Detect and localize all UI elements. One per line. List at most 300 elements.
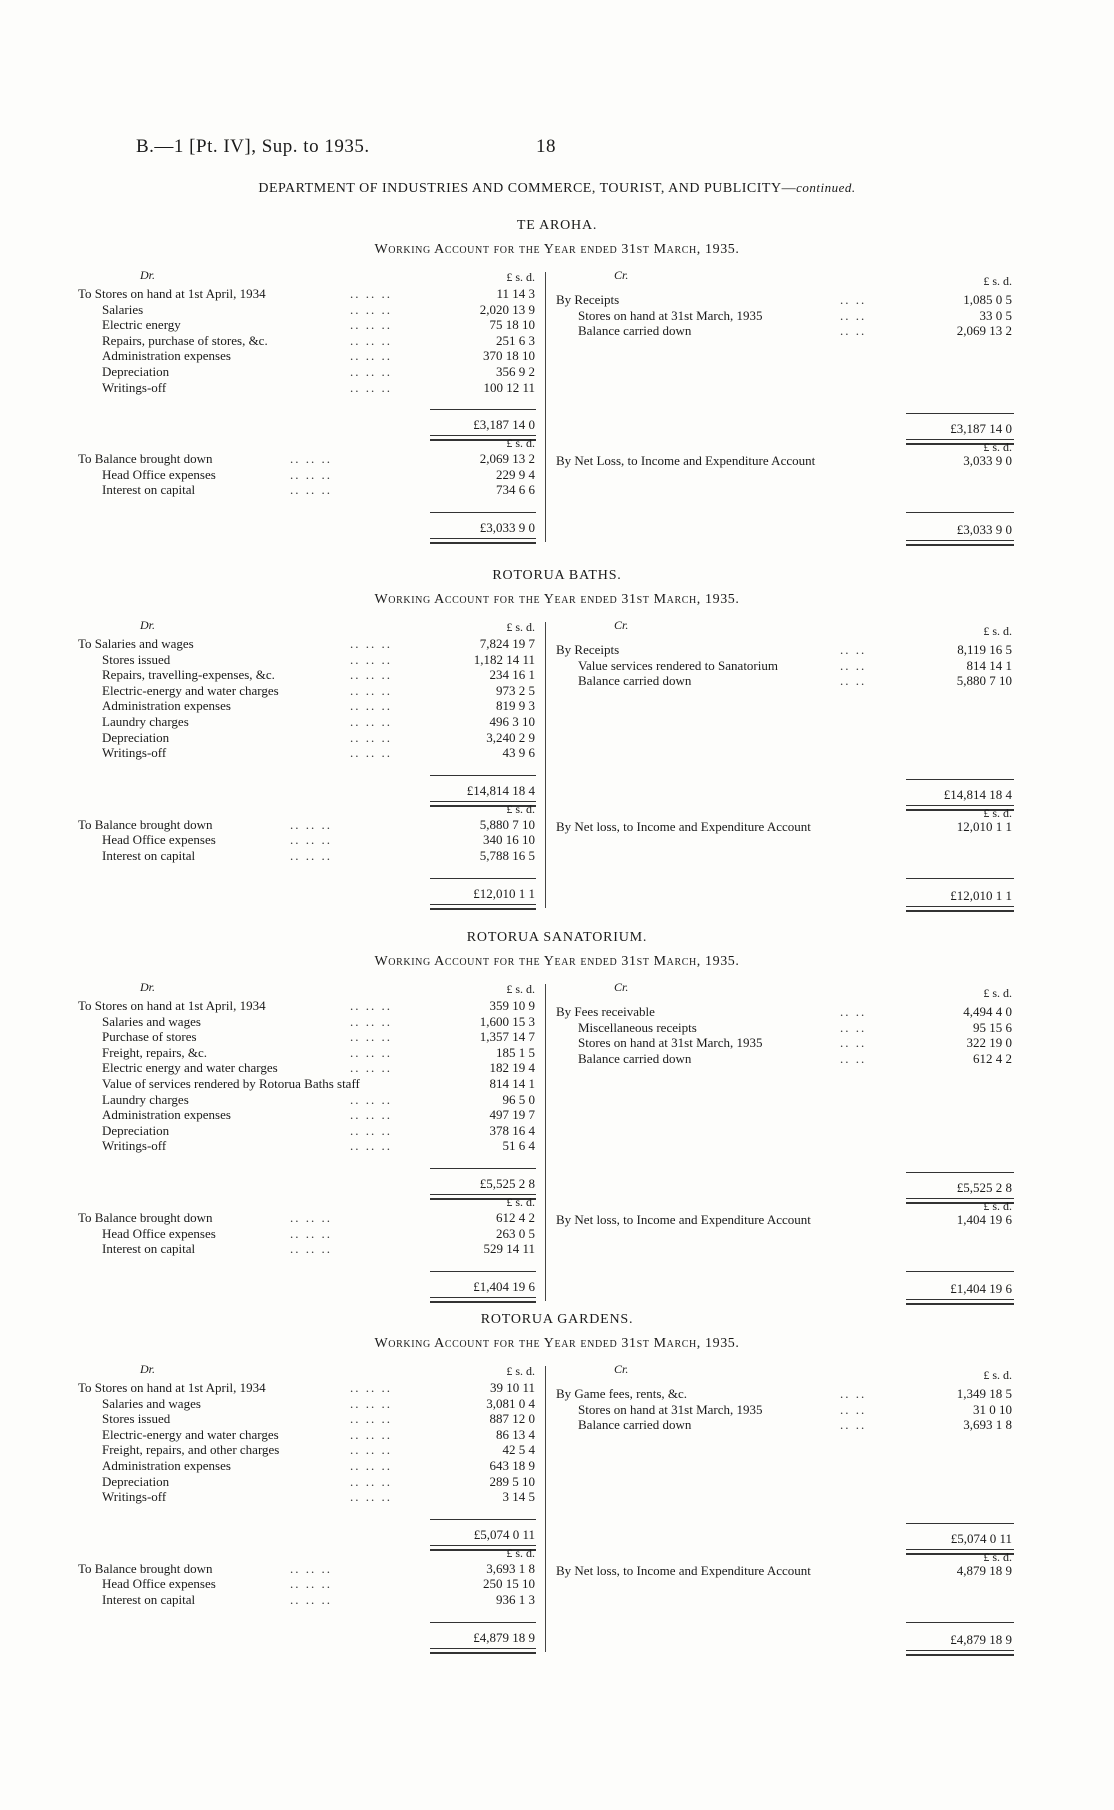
leader-dots: .. .. ..	[350, 1380, 392, 1395]
dr-item-amount: 643 18 9	[489, 1458, 535, 1473]
leader-dots: .. .. ..	[350, 651, 392, 667]
cr-line-item	[0, 673, 1114, 689]
cr-line-item	[0, 1402, 1114, 1418]
leader-dots: .. .. ..	[350, 1473, 392, 1489]
dr-currency-header: £ s. d.	[506, 982, 535, 996]
cr-item-amount: 322 19 0	[966, 1035, 1012, 1051]
cr-currency-header: £ s. d.	[983, 1549, 1012, 1564]
dr-item-label: Freight, repairs, and other charges	[102, 1442, 280, 1458]
working-account	[0, 1362, 1114, 1656]
dr-total: £3,187 14 0	[473, 417, 535, 433]
leader-dots: .. .. ..	[290, 1210, 332, 1225]
cr-total: £3,187 14 0	[950, 421, 1012, 437]
dr-subtotal-rule	[430, 775, 536, 776]
dr-item-amount: 496 3 10	[489, 714, 535, 729]
page-number: 18	[536, 136, 556, 157]
dr2-item-amount: 612 4 2	[496, 1210, 535, 1225]
leader-dots: .. .. ..	[350, 1107, 392, 1123]
cr2-subtotal-rule	[906, 1622, 1014, 1623]
dr-item-amount: 2,020 13 9	[479, 301, 535, 317]
dr-item-label: Depreciation	[102, 1122, 170, 1138]
cr-currency-header: £ s. d.	[983, 1199, 1012, 1213]
leader-dots: .. .. ..	[290, 1576, 332, 1592]
leader-dots: .. ..	[840, 1417, 867, 1433]
dr2-item-amount: 5,788 16 5	[479, 848, 535, 863]
dr2-item-label: Head Office expenses	[102, 466, 216, 482]
dr-item-label: Stores issued	[102, 651, 171, 667]
dr-item-amount: 973 2 5	[496, 682, 535, 698]
dr2-subtotal-rule	[430, 1271, 536, 1272]
leader-dots: .. .. ..	[350, 714, 392, 729]
dr-item-label: Purchase of stores	[102, 1029, 197, 1045]
dr2-item-amount: 2,069 13 2	[479, 451, 535, 467]
dr-item-label: Writings-off	[102, 1489, 167, 1505]
dr-item-label: Administration expenses	[102, 348, 231, 364]
cr-item-label: Stores on hand at 31st March, 1935	[578, 1401, 763, 1417]
net-loss-line	[0, 1212, 1114, 1228]
dr-line-item	[0, 1123, 545, 1139]
cr-item-label: Stores on hand at 31st March, 1935	[578, 1035, 763, 1051]
cr-item-amount: 8,119 16 5	[957, 642, 1012, 657]
leader-dots: .. ..	[840, 1386, 867, 1401]
dr-currency-header: £ s. d.	[506, 270, 535, 284]
dr-item-amount: 3,240 2 9	[486, 729, 535, 745]
dr-item-amount: 39 10 11	[489, 1380, 535, 1395]
leader-dots: .. .. ..	[350, 348, 392, 364]
cr2-total-double-rule	[906, 1650, 1014, 1656]
leader-dots: .. ..	[840, 673, 867, 689]
cr-currency-header: £ s. d.	[983, 986, 1012, 1000]
dr-item-label: Repairs, purchase of stores, &c.	[102, 332, 268, 348]
cr-item-label: Balance carried down	[578, 673, 692, 689]
dr-item-amount: 251 6 3	[496, 332, 535, 348]
dr-item-amount: 3 14 5	[502, 1489, 535, 1505]
dr2-total-double-rule	[430, 1297, 536, 1303]
dr2-item-label: Head Office expenses	[102, 1576, 216, 1592]
leader-dots: .. .. ..	[350, 729, 392, 745]
working-account	[0, 980, 1114, 1305]
cr-item-label: Balance carried down	[578, 1050, 692, 1066]
dr2-line-item	[0, 482, 545, 498]
dr-item-amount: 1,357 14 7	[479, 1029, 535, 1045]
leader-dots: .. .. ..	[290, 466, 332, 482]
dr-item-label: Freight, repairs, &c.	[102, 1044, 208, 1060]
dr2-line-item	[0, 848, 545, 864]
dr2-total: £12,010 1 1	[473, 885, 535, 901]
cr-item-amount: 4,494 4 0	[963, 1004, 1012, 1019]
cr-currency-header: £ s. d.	[983, 1368, 1012, 1382]
dr-line-item	[0, 698, 545, 714]
dr-item-amount: 7,824 19 7	[479, 636, 535, 651]
leader-dots: .. ..	[840, 1004, 867, 1019]
dr2-item-amount: 263 0 5	[496, 1225, 535, 1241]
dr2-item-label: To Balance brought down	[78, 816, 213, 832]
parliamentary-reference: B.—1 [Pt. IV], Sup. to 1935.	[136, 136, 370, 157]
cr2-subtotal-rule	[906, 878, 1014, 879]
dr-line-item	[0, 380, 545, 396]
leader-dots: .. .. ..	[290, 832, 332, 848]
dr-item-label: Repairs, travelling-expenses, &c.	[102, 667, 275, 683]
dr-item-label: Writings-off	[102, 379, 167, 395]
cr2-total-double-rule	[906, 906, 1014, 912]
dr2-total: £3,033 9 0	[479, 520, 535, 535]
leader-dots: .. .. ..	[350, 332, 392, 348]
section-title: TE AROHA.	[516, 218, 598, 233]
dr2-total-double-rule	[430, 904, 536, 910]
net-loss-label: By Net loss, to Income and Expenditure Account	[556, 818, 811, 834]
dr-item-label: Administration expenses	[102, 698, 231, 714]
dr-item-amount: 356 9 2	[496, 364, 535, 379]
dr-item-amount: 75 18 10	[489, 317, 535, 333]
dr2-item-label: Interest on capital	[102, 482, 196, 498]
dr2-item-label: Head Office expenses	[102, 1225, 216, 1241]
cr-item-amount: 612 4 2	[973, 1050, 1012, 1066]
net-loss-amount: 12,010 1 1	[956, 818, 1012, 834]
cr-line-item	[0, 292, 1114, 308]
section-subtitle: Working Account for the Year ended 31st March, 1935.	[374, 1336, 740, 1351]
leader-dots: .. .. ..	[350, 317, 392, 333]
dr-item-label: Salaries and wages	[102, 1013, 201, 1029]
cr2-subtotal-rule	[906, 1271, 1014, 1272]
cr-item-amount: 5,880 7 10	[956, 673, 1012, 689]
dr-item-label: Salaries and wages	[102, 1395, 201, 1411]
net-loss-amount: 4,879 18 9	[956, 1562, 1012, 1578]
section-title: ROTORUA GARDENS.	[480, 1312, 634, 1327]
dr2-item-amount: 229 9 4	[496, 466, 535, 482]
section-title: ROTORUA SANATORIUM.	[466, 930, 648, 945]
cr-line-item	[0, 1417, 1114, 1433]
leader-dots: .. ..	[840, 1019, 867, 1035]
cr-item-label: By Fees receivable	[556, 1004, 655, 1019]
dr-item-amount: 814 14 1	[489, 1076, 535, 1091]
dr-item-amount: 497 19 7	[489, 1107, 535, 1123]
cr-heading: Cr.	[614, 980, 629, 994]
cr2-total: £4,879 18 9	[950, 1631, 1012, 1647]
leader-dots: .. .. ..	[290, 482, 332, 498]
dr-line-item	[0, 714, 545, 730]
dr-line-item	[0, 730, 545, 746]
dr-item-label: Laundry charges	[102, 714, 189, 729]
dr-item-amount: 96 5 0	[502, 1091, 535, 1107]
dr-item-label: Writings-off	[102, 745, 167, 761]
net-loss-label: By Net loss, to Income and Expenditure Account	[556, 1212, 811, 1227]
leader-dots: .. .. ..	[350, 636, 392, 651]
dr2-total: £1,404 19 6	[473, 1278, 535, 1294]
dr-item-amount: 51 6 4	[502, 1138, 535, 1154]
cr-subtotal-rule	[906, 1172, 1014, 1173]
dr-item-label: To Stores on hand at 1st April, 1934	[78, 1380, 266, 1395]
leader-dots: .. .. ..	[350, 1044, 392, 1060]
cr-item-label: Value services rendered to Sanatorium	[578, 657, 778, 673]
dr-item-label: Salaries	[102, 301, 144, 317]
dr-item-label: Electric-energy and water charges	[102, 682, 279, 698]
dr-line-item	[0, 1076, 545, 1092]
cr-item-label: Stores on hand at 31st March, 1935	[578, 307, 763, 323]
leader-dots: .. .. ..	[350, 682, 392, 698]
dr2-item-label: To Balance brought down	[78, 1210, 213, 1225]
dr-item-label: To Salaries and wages	[78, 636, 194, 651]
dr2-item-amount: 936 1 3	[496, 1592, 535, 1607]
dr-line-item	[0, 1474, 545, 1490]
leader-dots: .. .. ..	[290, 816, 332, 832]
cr-line-item	[0, 1020, 1114, 1036]
leader-dots: .. .. ..	[290, 1225, 332, 1241]
dr2-item-label: Interest on capital	[102, 848, 196, 863]
cr2-subtotal-rule	[906, 512, 1014, 513]
cr-item-amount: 95 15 6	[973, 1019, 1012, 1035]
dr-item-label: Electric energy and water charges	[102, 1060, 278, 1076]
leader-dots: .. .. ..	[350, 1395, 392, 1411]
dr-item-label: Writings-off	[102, 1138, 167, 1154]
dr2-item-label: To Balance brought down	[78, 451, 213, 467]
cr-currency-header: £ s. d.	[983, 440, 1012, 455]
dr-item-amount: 819 9 3	[496, 698, 535, 714]
dr-item-amount: 182 19 4	[489, 1060, 535, 1076]
dr-item-amount: 1,600 15 3	[479, 1013, 535, 1029]
section-title: ROTORUA BATHS.	[492, 568, 622, 583]
leader-dots: .. .. ..	[350, 379, 392, 395]
dr-item-label: Value of services rendered by Rotorua Baths staff	[102, 1076, 360, 1091]
leader-dots: .. .. ..	[350, 364, 392, 379]
dr2-item-amount: 529 14 11	[483, 1241, 535, 1257]
leader-dots: .. .. ..	[350, 1426, 392, 1442]
cr-line-item	[0, 658, 1114, 674]
account-section	[0, 568, 1114, 906]
cr-heading: Cr.	[614, 268, 629, 282]
cr-currency-header: £ s. d.	[983, 805, 1012, 820]
dr-currency-header: £ s. d.	[506, 1545, 535, 1560]
cr-total: £5,525 2 8	[956, 1180, 1012, 1195]
cr-line-item	[0, 642, 1114, 658]
dr-item-label: Electric-energy and water charges	[102, 1426, 279, 1442]
dr-line-item	[0, 1107, 545, 1123]
cr-item-label: Balance carried down	[578, 1417, 692, 1433]
cr-currency-header: £ s. d.	[983, 624, 1012, 638]
dr-item-amount: 43 9 6	[502, 745, 535, 761]
leader-dots: .. .. ..	[350, 998, 392, 1013]
net-loss-line	[0, 1560, 1114, 1579]
leader-dots: .. .. ..	[350, 745, 392, 761]
leader-dots: .. .. ..	[350, 698, 392, 714]
cr-line-item	[0, 323, 1114, 339]
cr-item-label: By Receipts	[556, 292, 620, 307]
cr-line-item	[0, 308, 1114, 324]
leader-dots: .. .. ..	[350, 1138, 392, 1154]
leader-dots: .. ..	[840, 323, 867, 339]
dr-line-item	[0, 1489, 545, 1505]
leader-dots: .. .. ..	[290, 848, 332, 863]
cr2-total: £12,010 1 1	[950, 887, 1012, 903]
dr-item-amount: 185 1 5	[496, 1044, 535, 1060]
dr-item-label: Depreciation	[102, 364, 170, 379]
net-loss-label: By Net loss, to Income and Expenditure Account	[556, 1562, 811, 1578]
net-loss-amount: 3,033 9 0	[963, 453, 1012, 469]
dr-heading: Dr.	[140, 618, 156, 632]
cr2-total: £1,404 19 6	[950, 1280, 1012, 1296]
dr-currency-header: £ s. d.	[506, 1364, 535, 1378]
leader-dots: .. .. ..	[350, 1060, 392, 1076]
dr-item-amount: 42 5 4	[502, 1442, 535, 1458]
cr-total: £5,074 0 11	[950, 1530, 1012, 1546]
net-loss-line	[0, 453, 1114, 469]
dr-total: £5,074 0 11	[473, 1526, 535, 1542]
dr-line-item	[0, 348, 545, 364]
dr-currency-header: £ s. d.	[506, 436, 535, 451]
cr-item-amount: 1,085 0 5	[963, 292, 1012, 307]
leader-dots: .. ..	[840, 1050, 867, 1066]
cr-line-item	[0, 1051, 1114, 1067]
dr-item-label: Stores issued	[102, 1411, 171, 1427]
dr-item-amount: 3,081 0 4	[486, 1395, 535, 1411]
cr-item-label: By Receipts	[556, 642, 620, 657]
dr2-subtotal-rule	[430, 1622, 536, 1623]
dr-item-label: To Stores on hand at 1st April, 1934	[78, 998, 266, 1013]
dr-item-amount: 100 12 11	[483, 379, 535, 395]
leader-dots: .. .. ..	[350, 1458, 392, 1473]
dr-subtotal-rule	[430, 1519, 536, 1520]
leader-dots: .. ..	[840, 1035, 867, 1051]
dr-heading: Dr.	[140, 268, 156, 282]
dr-item-label: Depreciation	[102, 729, 170, 745]
dr-item-label: Laundry charges	[102, 1091, 189, 1107]
cr-item-amount: 31 0 10	[973, 1401, 1012, 1417]
account-section	[0, 218, 1114, 540]
dr2-item-amount: 250 15 10	[483, 1576, 535, 1592]
leader-dots: .. ..	[840, 657, 867, 673]
section-subtitle: Working Account for the Year ended 31st March, 1935.	[374, 954, 740, 969]
dr-currency-header: £ s. d.	[506, 801, 535, 816]
dr-total: £5,525 2 8	[479, 1176, 535, 1191]
cr-total: £14,814 18 4	[943, 786, 1012, 802]
cr-item-amount: 814 14 1	[966, 657, 1012, 673]
leader-dots: .. ..	[840, 307, 867, 323]
dr2-item-amount: 734 6 6	[496, 482, 535, 498]
dr2-line-item	[0, 467, 545, 483]
cr-item-amount: 2,069 13 2	[956, 323, 1012, 339]
leader-dots: .. .. ..	[290, 1241, 332, 1257]
dr-heading: Dr.	[140, 980, 156, 994]
leader-dots: .. .. ..	[290, 1560, 332, 1576]
dr-item-amount: 86 13 4	[496, 1426, 535, 1442]
cr-item-label: Balance carried down	[578, 323, 692, 339]
dr-currency-header: £ s. d.	[506, 1195, 535, 1209]
cr-item-amount: 3,693 1 8	[963, 1417, 1012, 1433]
net-loss-amount: 1,404 19 6	[956, 1212, 1012, 1227]
cr-line-item	[0, 1035, 1114, 1051]
dr-item-amount: 378 16 4	[489, 1122, 535, 1138]
cr-item-amount: 1,349 18 5	[956, 1386, 1012, 1401]
leader-dots: .. .. ..	[350, 1489, 392, 1505]
dr2-item-label: Head Office expenses	[102, 832, 216, 848]
dr-item-amount: 11 14 3	[496, 286, 535, 301]
leader-dots: .. ..	[840, 292, 867, 307]
dr-item-amount: 234 16 1	[489, 667, 535, 683]
dr-item-amount: 887 12 0	[489, 1411, 535, 1427]
cr-currency-header: £ s. d.	[983, 274, 1012, 288]
cr-line-item	[0, 1004, 1114, 1020]
department-title: DEPARTMENT OF INDUSTRIES AND COMMERCE, TOURIST, AND PUBLICITY—continued.	[258, 180, 856, 196]
section-subtitle: Working Account for the Year ended 31st March, 1935.	[374, 242, 740, 257]
leader-dots: .. .. ..	[350, 1029, 392, 1045]
leader-dots: .. .. ..	[290, 1592, 332, 1607]
cr2-total: £3,033 9 0	[956, 522, 1012, 537]
cr-item-amount: 33 0 5	[979, 307, 1012, 323]
dr-line-item	[0, 745, 545, 761]
dr2-item-amount: 340 16 10	[483, 832, 535, 848]
dr-item-label: Administration expenses	[102, 1107, 231, 1123]
dr-currency-header: £ s. d.	[506, 620, 535, 634]
cr-heading: Cr.	[614, 618, 629, 632]
dr-item-amount: 289 5 10	[489, 1473, 535, 1489]
leader-dots: .. .. ..	[350, 1122, 392, 1138]
leader-dots: .. .. ..	[350, 667, 392, 683]
dr-item-amount: 370 18 10	[483, 348, 535, 364]
leader-dots: .. .. ..	[350, 301, 392, 317]
dr-item-label: Administration expenses	[102, 1458, 231, 1473]
dr2-total-double-rule	[430, 1648, 536, 1654]
leader-dots: .. .. ..	[350, 1013, 392, 1029]
dr-line-item	[0, 1138, 545, 1154]
dr-item-label: To Stores on hand at 1st April, 1934	[78, 286, 266, 301]
dr2-item-label: To Balance brought down	[78, 1560, 213, 1576]
net-loss-label: By Net Loss, to Income and Expenditure Account	[556, 453, 816, 469]
dr2-item-label: Interest on capital	[102, 1592, 196, 1607]
dr-line-item	[0, 1442, 545, 1458]
dr2-item-amount: 3,693 1 8	[486, 1560, 535, 1576]
leader-dots: .. .. ..	[350, 1091, 392, 1107]
dr-item-label: Electric energy	[102, 317, 181, 333]
cr2-total-double-rule	[906, 1299, 1014, 1305]
account-section	[0, 1312, 1114, 1650]
cr-subtotal-rule	[906, 413, 1014, 414]
dr2-line-item	[0, 1241, 545, 1257]
dr-item-amount: 1,182 14 11	[473, 651, 535, 667]
dr2-total-double-rule	[430, 538, 536, 544]
leader-dots: .. ..	[840, 1401, 867, 1417]
cr-subtotal-rule	[906, 1523, 1014, 1524]
account-section	[0, 930, 1114, 1299]
dr-line-item	[0, 1092, 545, 1108]
dr-total: £14,814 18 4	[466, 782, 535, 798]
working-account	[0, 618, 1114, 912]
dr-item-label: Depreciation	[102, 1473, 170, 1489]
cr-item-label: By Game fees, rents, &c.	[556, 1386, 688, 1401]
dr-line-item	[0, 364, 545, 380]
leader-dots: .. .. ..	[350, 286, 392, 301]
cr-heading: Cr.	[614, 1362, 629, 1376]
dr-subtotal-rule	[430, 1168, 536, 1169]
cr2-total-double-rule	[906, 540, 1014, 546]
dr2-item-label: Interest on capital	[102, 1241, 196, 1257]
leader-dots: .. ..	[840, 642, 867, 657]
leader-dots: .. .. ..	[350, 1442, 392, 1458]
net-loss-line	[0, 816, 1114, 835]
dr2-subtotal-rule	[430, 878, 536, 879]
cr-subtotal-rule	[906, 779, 1014, 780]
cr-line-item	[0, 1386, 1114, 1402]
dr2-total: £4,879 18 9	[473, 1629, 535, 1645]
dr-heading: Dr.	[140, 1362, 156, 1376]
leader-dots: .. .. ..	[290, 451, 332, 467]
section-subtitle: Working Account for the Year ended 31st March, 1935.	[374, 592, 740, 607]
dr-line-item	[0, 1458, 545, 1474]
leader-dots: .. .. ..	[350, 1411, 392, 1427]
dr2-subtotal-rule	[430, 512, 536, 513]
cr-item-label: Miscellaneous receipts	[578, 1019, 697, 1035]
dr-item-amount: 359 10 9	[489, 998, 535, 1013]
dr-subtotal-rule	[430, 409, 536, 410]
working-account	[0, 268, 1114, 546]
